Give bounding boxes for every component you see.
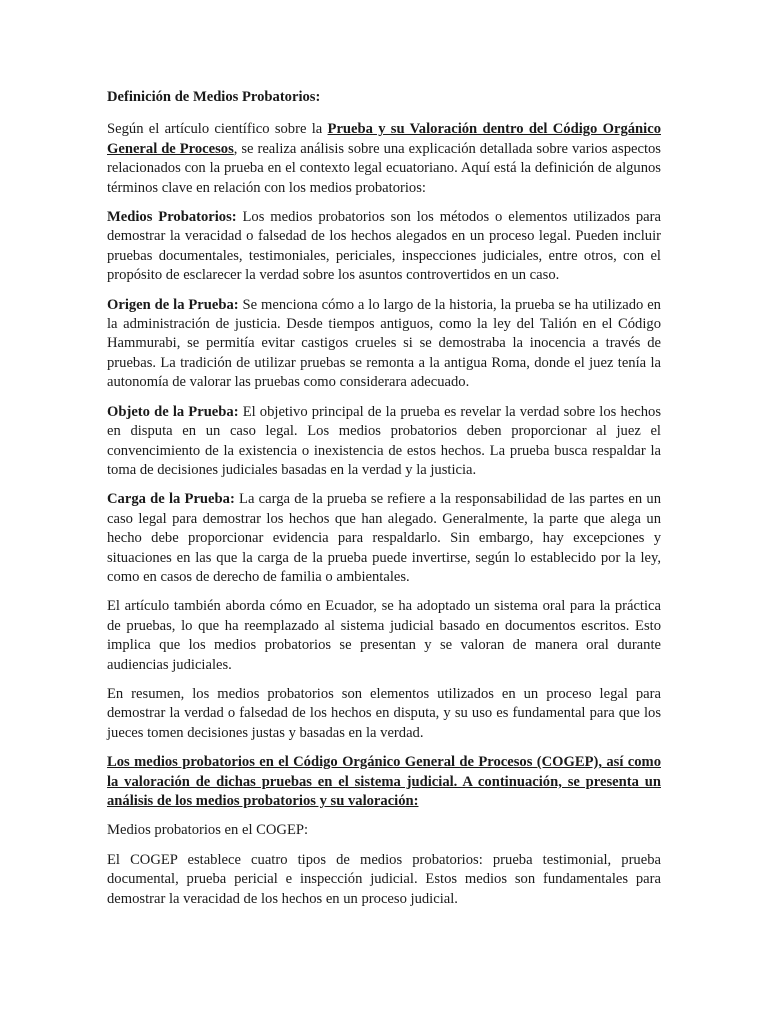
term-text: Se menciona cómo a lo largo de la historia, la prueba se ha utilizado en la administración de justicia. Desde tiempos antiguos, como la ley del Talión en el Código Hammurabi, se permitía evitar castigos crueles si se demostraba la inocencia a través de pruebas. La tradición de utilizar pruebas se remonta a la antigua Roma, donde el juez tenía la autonomía de valorar las pruebas como considerara adecuado. — [107, 296, 661, 391]
term-label: Objeto de la Prueba: — [107, 403, 239, 420]
term-paragraph-medios — [107, 208, 661, 286]
document-page — [107, 88, 661, 919]
intro-after: , se realiza análisis sobre una explicación detallada sobre varios aspectos relacionados con la prueba en el contexto legal ecuatoriano. Aquí está la definición de algunos términos clave en relación con los medios probatorios: — [107, 140, 661, 196]
document-heading: Definición de Medios Probatorios: — [107, 89, 321, 105]
intro-before: Según el artículo científico sobre la — [107, 121, 328, 138]
article-link[interactable]: Prueba y su Valoración dentro del Código Orgánico General de Procesos — [107, 121, 661, 157]
intro-paragraph — [107, 120, 661, 198]
oral-system-paragraph: El artículo también aborda cómo en Ecuador, se ha adoptado un sistema oral para la práctica de pruebas, lo que ha reemplazado al sistema judicial basado en documentos escritos. Esto implica que los medios probatorios se presentan y se valoran de manera oral durante audiencias judiciales. — [107, 598, 661, 673]
term-label: Origen de la Prueba: — [107, 296, 239, 313]
cogep-subheading: Medios probatorios en el COGEP: — [107, 822, 309, 839]
term-label: Medios Probatorios: — [107, 209, 237, 226]
section-title: Los medios probatorios en el Código Orgánico General de Procesos (COGEP), así como la valoración de dichas pruebas en el sistema judicial. A continuación, se presenta un análisis de los medios probatorios y su valoración: — [107, 754, 661, 809]
term-text: La carga de la prueba se refiere a la responsabilidad de las partes en un caso legal para demostrar los hechos que han alegado. Generalmente, la parte que alega un hecho debe proporcionar evidencia para respaldarlo. Sin embargo, hay excepciones y situaciones en las que la carga de la prueba puede invertirse, según lo establecido por la ley, como en casos de derecho de familia o ambientales. — [107, 491, 662, 585]
term-text: El objetivo principal de la prueba es revelar la verdad sobre los hechos en disputa en un caso legal. Los medios probatorios deben proporcionar al juez el convencimiento de la existencia o inexistencia de estos hechos. La prueba busca respaldar la toma de decisiones judiciales basadas en la verdad y la justicia. — [107, 403, 661, 478]
term-paragraph-carga — [107, 490, 661, 587]
term-text: Los medios probatorios son los métodos o elementos utilizados para demostrar la veracidad o falsedad de los hechos alegados en un proceso legal. Pueden incluir pruebas documentales, testimoniales, periciales, inspecciones judiciales, entre otros, con el propósito de esclarecer la verdad sobre los asuntos controvertidos en un caso. — [107, 209, 661, 284]
term-paragraph-origen — [107, 296, 661, 393]
summary-paragraph: En resumen, los medios probatorios son elementos utilizados en un proceso legal para demostrar la verdad o falsedad de los hechos en disputa, y su uso es fundamental para que los jueces tomen decisiones justas y basadas en la verdad. — [107, 685, 661, 741]
term-label: Carga de la Prueba: — [107, 491, 235, 508]
cogep-paragraph: El COGEP establece cuatro tipos de medios probatorios: prueba testimonial, prueba documental, prueba pericial e inspección judicial. Estos medios son fundamentales para demostrar la veracidad de los hechos en un proceso judicial. — [107, 851, 661, 907]
term-paragraph-objeto — [107, 403, 661, 481]
